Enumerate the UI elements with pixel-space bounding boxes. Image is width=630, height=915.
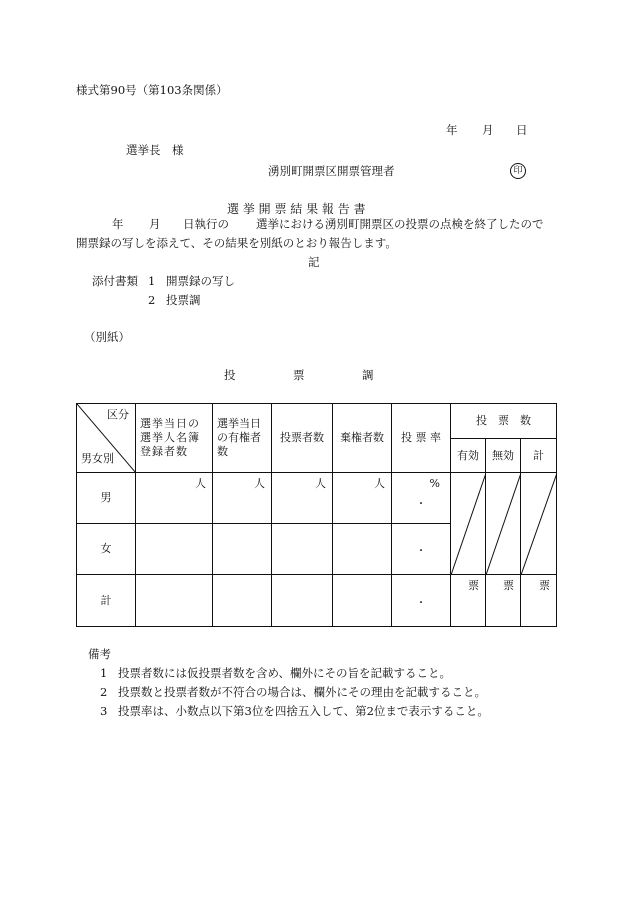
note-num-1: 1 (100, 666, 108, 680)
header-invalid: 無効 (486, 439, 521, 473)
note-text-3: 投票率は、小数点以下第3位を四捨五入して、第2位まで表示すること。 (118, 704, 489, 718)
note-num-3: 3 (100, 704, 108, 718)
addressee: 選挙長 様 (126, 143, 184, 157)
vote-unit-label: 票 (539, 579, 551, 592)
document-title: 選 挙 開 票 結 果 報 告 書 (227, 202, 366, 216)
decimal-point: ・ (416, 545, 426, 557)
attachment-num-1: 1 (148, 274, 156, 288)
header-votes: 投 票 数 (451, 404, 557, 439)
body-rest: 選挙における湧別町開票区の投票の点検を終了したので (256, 217, 544, 231)
slash-line (521, 473, 557, 575)
note-num-2: 2 (100, 685, 108, 699)
header-registered (136, 404, 213, 473)
vote-unit-label: 票 (468, 579, 479, 592)
cell-total-eligible (213, 575, 272, 627)
attachment-text-2: 投票調 (166, 293, 201, 307)
cell-total-valid (451, 575, 486, 627)
header-eligible-label: 選挙当日の有権者数 (217, 417, 261, 458)
cell-male-voters (272, 473, 333, 524)
cell-female-abstain (333, 524, 392, 575)
cell-female-voters (272, 524, 333, 575)
cell-total-invalid (486, 575, 521, 627)
cell-total-hatched (521, 473, 557, 575)
note-text-2: 投票数と投票者数が不符合の場合は、欄外にその理由を記載すること。 (118, 685, 486, 699)
cell-female-registered (136, 524, 213, 575)
ki-mark: 記 (308, 255, 320, 269)
seal-mark (510, 163, 526, 179)
attachments-label: 添付書類 (92, 274, 138, 288)
unit-label: 人 (195, 477, 206, 490)
cell-total-abstain (333, 575, 392, 627)
seal-icon: 印 (510, 163, 526, 179)
body-line-2: 開票録の写しを添えて、その結果を別紙のとおり報告します。 (76, 236, 397, 250)
header-rate: 投 票 率 (392, 404, 451, 473)
cell-male-eligible (213, 473, 272, 524)
body-year: 年 (112, 217, 124, 231)
date-year: 年 (446, 123, 458, 137)
body-day-exec: 日執行の (183, 217, 229, 231)
corner-bottom-label: 男女別 (81, 452, 114, 466)
attachment-num-2: 2 (148, 293, 156, 307)
cell-male-registered (136, 473, 213, 524)
sender: 湧別町開票区開票管理者 (268, 164, 395, 178)
appendix-label: （別紙） (84, 330, 130, 344)
vote-table (76, 403, 557, 627)
cell-male-abstain (333, 473, 392, 524)
percent-label: % (429, 477, 440, 490)
row-label-male: 男 (77, 473, 136, 524)
attachment-text-1: 開票録の写し (166, 274, 235, 288)
corner-cell (77, 404, 136, 473)
header-eligible (213, 404, 272, 473)
decimal-point: ・ (416, 498, 426, 510)
cell-female-rate (392, 524, 451, 575)
unit-label: 人 (254, 477, 265, 490)
row-label-female: 女 (77, 524, 136, 575)
unit-label: 人 (315, 477, 326, 490)
cell-valid-hatched (451, 473, 486, 575)
header-total: 計 (521, 439, 557, 473)
cell-total-rate (392, 575, 451, 627)
notes-title: 備考 (88, 647, 111, 661)
date-month: 月 (482, 123, 494, 137)
slash-line (486, 473, 521, 575)
header-abstain: 棄権者数 (333, 404, 392, 473)
corner-top-label: 区分 (107, 408, 129, 421)
cell-total-total (521, 575, 557, 627)
unit-label: 人 (374, 477, 385, 490)
cell-female-eligible (213, 524, 272, 575)
header-valid: 有効 (451, 439, 486, 473)
table-title: 投 票 調 (224, 368, 374, 382)
row-label-total: 計 (77, 575, 136, 627)
cell-invalid-hatched (486, 473, 521, 575)
header-voters: 投票者数 (272, 404, 333, 473)
note-text-1: 投票者数には仮投票者数を含め、欄外にその旨を記載すること。 (118, 666, 452, 680)
date-day: 日 (516, 123, 528, 137)
decimal-point: ・ (416, 597, 426, 609)
body-month: 月 (149, 217, 161, 231)
header-registered-label: 選挙当日の選挙人名簿登録者数 (140, 417, 200, 458)
cell-male-rate (392, 473, 451, 524)
cell-total-voters (272, 575, 333, 627)
cell-total-registered (136, 575, 213, 627)
slash-line (451, 473, 486, 575)
form-number: 様式第90号（第103条関係） (76, 83, 228, 97)
vote-unit-label: 票 (503, 579, 514, 592)
